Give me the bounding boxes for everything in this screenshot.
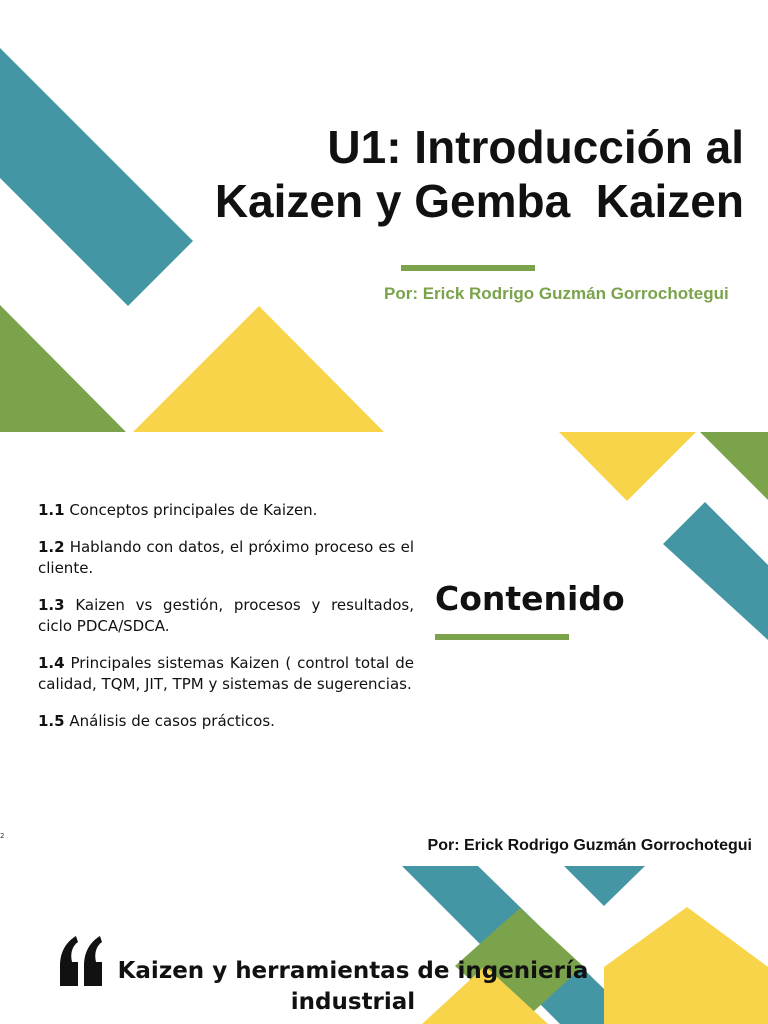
title-underline	[401, 265, 535, 271]
contents-item	[38, 595, 414, 637]
item-text: Análisis de casos prácticos.	[69, 712, 275, 730]
book-title-slide	[0, 864, 768, 1024]
heading-underline	[435, 634, 569, 640]
author-byline: Por: Erick Rodrigo Guzmán Gorrochotegui	[427, 837, 752, 854]
teal-diagonal-band	[0, 48, 193, 306]
teal-diagonal-band	[663, 502, 768, 640]
contents-item	[38, 711, 414, 732]
contents-slide	[0, 432, 768, 864]
yellow-diamond	[604, 907, 768, 1024]
item-text: Conceptos principales de Kaizen.	[69, 501, 318, 519]
page-number: 2	[0, 832, 5, 840]
item-number: 1.4	[38, 654, 65, 672]
yellow-triangle	[133, 306, 384, 432]
contents-item	[38, 653, 414, 695]
item-number: 1.1	[38, 501, 65, 519]
green-triangle	[0, 305, 126, 432]
item-text: Kaizen vs gestión, procesos y resultados, ciclo PDCA/SDCA.	[38, 596, 414, 635]
author-byline: Por: Erick Rodrigo Guzmán Gorrochotegui	[384, 284, 729, 303]
teal-down-triangle	[564, 866, 645, 906]
title-slide	[0, 0, 768, 432]
item-number: 1.5	[38, 712, 65, 730]
slide-title-line-2: Kaizen y Gemba Kaizen	[214, 175, 744, 227]
quote-icon	[58, 924, 106, 988]
contents-heading: Contenido	[435, 579, 625, 618]
yellow-down-triangle	[559, 432, 696, 501]
green-corner-triangle	[700, 432, 768, 500]
item-text: Principales sistemas Kaizen ( control total de calidad, TQM, JIT, TPM y sistemas de sugerencias.	[38, 654, 414, 693]
slide-title-line-1: U1: Introducción al	[327, 121, 744, 173]
contents-item	[38, 500, 414, 521]
contents-item	[38, 537, 414, 579]
item-number: 1.3	[38, 596, 65, 614]
contents-list	[38, 500, 414, 748]
book-title: Kaizen y herramientas de ingeniería industrial	[117, 958, 589, 1015]
item-number: 1.2	[38, 538, 65, 556]
item-text: Hablando con datos, el próximo proceso es el cliente.	[38, 538, 414, 577]
slide-title	[215, 120, 744, 228]
